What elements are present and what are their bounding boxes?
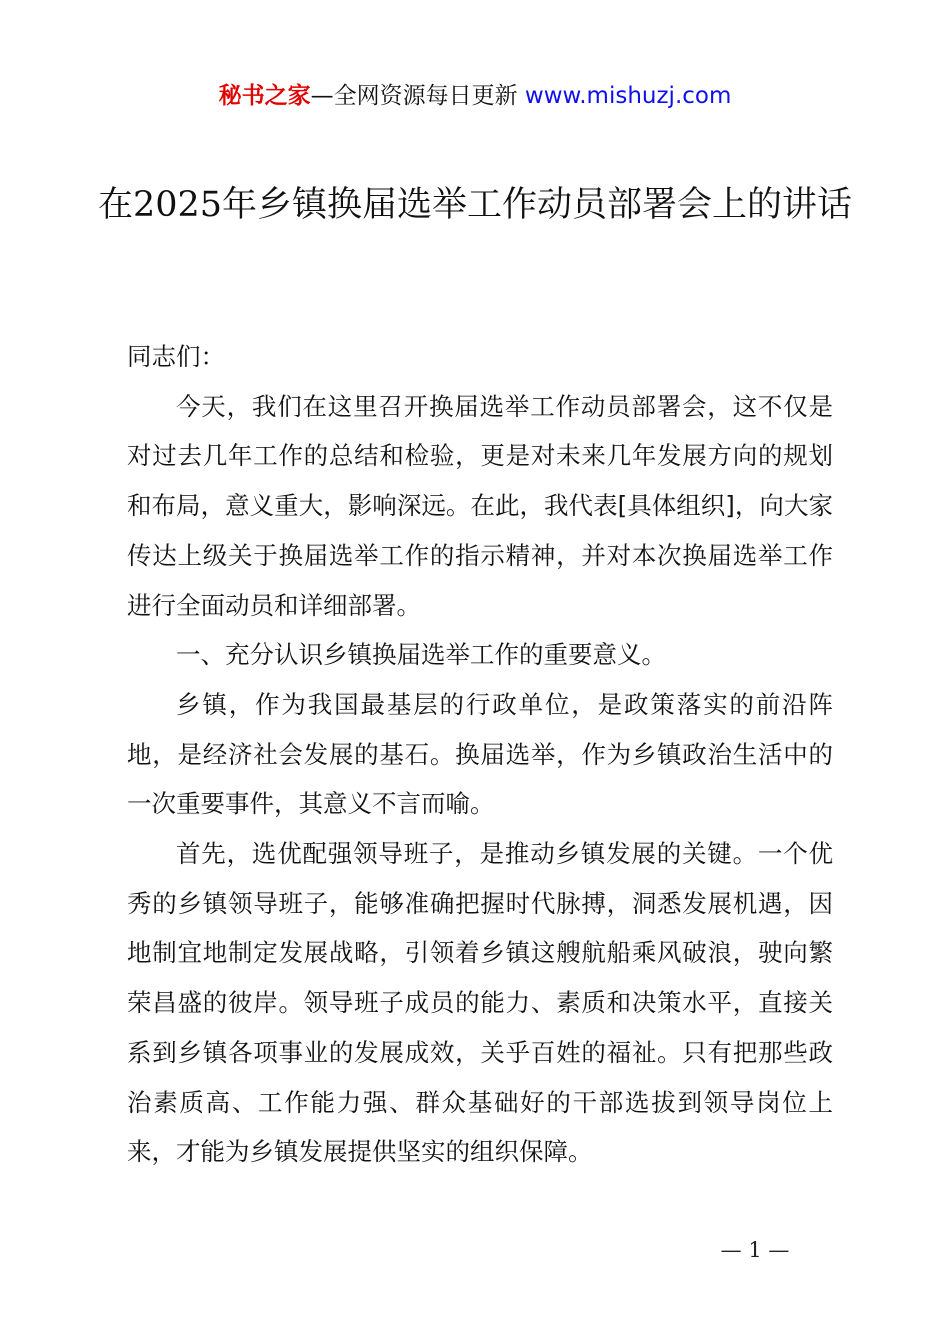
paragraph: 首先，选优配强领导班子，是推动乡镇发展的关键。一个优秀的乡镇领导班子，能够准确把握时代脉搏，洞悉发展机遇，因地制宜地制定发展战略，引领着乡镇这艘航船乘风破浪，驶向繁荣昌盛的彼岸。领导班子成员的能力、素质和决策水平，直接关系到乡镇各项事业的发展成效，关乎百姓的福祉。只有把那些政治素质高、工作能力强、群众基础好的干部选拔到领导岗位上来，才能为乡镇发展提供坚实的组织保障。 <box>127 839 833 1167</box>
document-title: 在2025年乡镇换届选举工作动员部署会上的讲话 <box>97 185 853 225</box>
salutation: 同志们： <box>127 342 225 371</box>
page-number: — 1 — <box>720 1238 790 1262</box>
paragraph: 乡镇，作为我国最基层的行政单位，是政策落实的前沿阵地，是经济社会发展的基石。换届选举，作为乡镇政治生活中的一次重要事件，其意义不言而喻。 <box>127 689 833 819</box>
section-heading: 一、充分认识乡镇换届选举工作的重要意义。 <box>176 640 666 670</box>
header-slogan: —全网资源每日更新 <box>310 83 518 109</box>
brand-name: 秘书之家 <box>218 83 311 109</box>
document-body <box>127 332 833 1177</box>
paragraph: 今天，我们在这里召开换届选举工作动员部署会，这不仅是对过去几年工作的总结和检验，更是对未来几年发展方向的规划和布局，意义重大，影响深远。在此，我代表[具体组织]，向大家传达上级关于换届选举工作的指示精神，并对本次换届选举工作进行全面动员和详细部署。 <box>127 391 833 620</box>
site-header <box>0 80 950 112</box>
site-url[interactable]: www.mishuzj.com <box>524 83 732 109</box>
